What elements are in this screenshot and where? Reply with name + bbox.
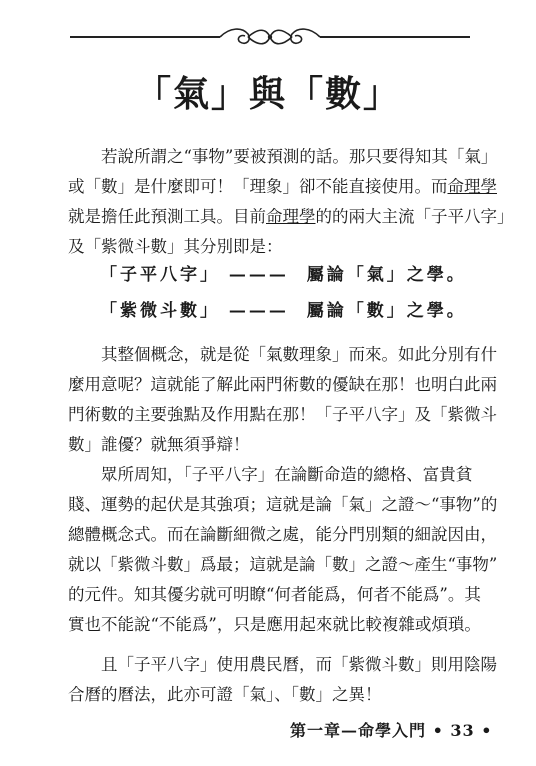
header-ornament (70, 22, 470, 52)
paragraph-1-line-2-text: 或「數」是什麼即可！「理象」卻不能直接使用。而 (68, 177, 448, 196)
paragraph-2 (68, 340, 497, 460)
paragraph-4 (68, 650, 497, 710)
paragraph-3-line-5: 的元件。知其優劣就可明瞭“何者能爲，何者不能爲”。其 (68, 585, 481, 604)
paragraph-4-line-2: 合曆的曆法，此亦可證「氣」、「數」之異！ (68, 685, 382, 704)
paragraph-3-line-4: 就以「紫微斗數」爲最；這就是論「數」之證～產生“事物” (68, 555, 498, 574)
paragraph-1-line-3-text-b: 的的兩大主流「子平八字」 (315, 207, 514, 226)
paragraph-2-line-2: 麼用意呢？這就能了解此兩門術數的優缺在那！也明白此兩 (68, 375, 497, 394)
quote-line-1: 「子平八字」 ——— 屬論「氣」之學。 (100, 265, 467, 285)
underlined-term: 命理學 (266, 207, 316, 226)
paragraph-3-line-2: 賤、運勢的起伏是其強項；這就是論「氣」之證～“事物”的 (68, 495, 498, 514)
paragraph-1-line-1: 若說所謂之“事物”要被預測的話。那只要得知其「氣」 (101, 147, 498, 166)
paragraph-1 (68, 142, 514, 262)
paragraph-1-line-4: 及「紫微斗數」其分別即是： (68, 237, 283, 256)
paragraph-3 (68, 460, 498, 640)
quote-line-2: 「紫微斗數」 ——— 屬論「數」之學。 (100, 301, 467, 321)
paragraph-4-line-1: 且「子平八字」使用農民曆，而「紫微斗數」則用陰陽 (101, 655, 497, 674)
paragraph-3-line-6: 實也不能說“不能爲”，只是應用起來就比較複雜或煩瑣。 (68, 615, 481, 634)
paragraph-1-line-3 (68, 202, 514, 232)
paragraph-2-line-3: 門術數的主要強點及作用點在那！「子平八字」及「紫微斗 (68, 405, 497, 424)
underlined-term: 命理學 (447, 177, 497, 196)
paragraph-1-line-3-text-a: 就是擔任此預測工具。目前 (68, 207, 266, 226)
paragraph-3-line-1: 眾所周知，「子平八字」在論斷命造的總格、富貴貧 (101, 465, 473, 484)
paragraph-1-line-2 (68, 172, 497, 202)
paragraph-2-line-1: 其整個概念，就是從「氣數理象」而來。如此分別有什 (101, 345, 497, 364)
paragraph-3-line-3: 總體概念式。而在論斷細微之處，能分門別類的細說因由， (68, 525, 497, 544)
page-title: 「氣」與「數」 (134, 73, 401, 115)
page-footer: 第一章—命學入門 • 33 • (290, 721, 493, 740)
paragraph-2-line-4: 數」誰優？就無須爭辯！ (68, 435, 250, 454)
